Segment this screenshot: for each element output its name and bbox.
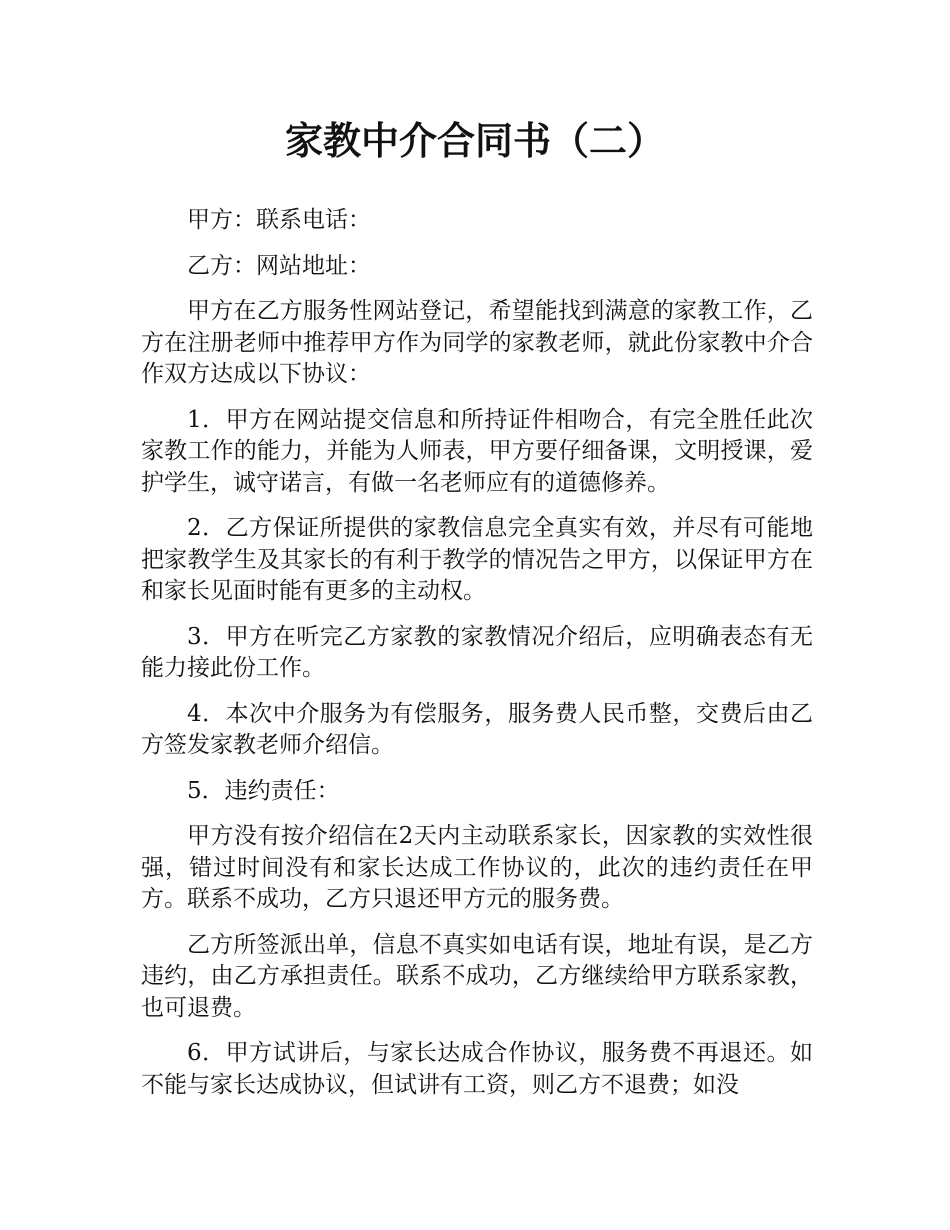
party-a-line: 甲方：联系电话：: [187, 207, 371, 233]
intro-paragraph: 甲方在乙方服务性网站登记，希望能找到满意的家教工作，乙方在注册老师中推荐甲方作为同学的家教老师，就此份家教中介合作双方达成以下协议：: [141, 298, 813, 387]
clause-5-party-a: 甲方没有按介绍信在2天内主动联系家长，因家教的实效性很强，错过时间没有和家长达成工作协议的，此次的违约责任在甲方。联系不成功，乙方只退还甲方元的服务费。: [141, 823, 813, 912]
clause-1: 1．甲方在网站提交信息和所持证件相吻合，有完全胜任此次家教工作的能力，并能为人师表，甲方要仔细备课，文明授课，爱护学生，诚守诺言，有做一名老师应有的道德修养。: [141, 406, 813, 496]
clause-2: 2．乙方保证所提供的家教信息完全真实有效，并尽有可能地把家教学生及其家长的有利于教学的情况告之甲方，以保证甲方在和家长见面时能有更多的主动权。: [141, 515, 813, 604]
document-title: 家教中介合同书（二）: [284, 119, 665, 163]
clause-3: 3．甲方在听完乙方家教的家教情况介绍后，应明确表态有无能力接此份工作。: [141, 623, 813, 681]
clause-6: 6．甲方试讲后，与家长达成合作协议，服务费不再退还。如不能与家长达成协议，但试讲有工资，则乙方不退费；如没: [141, 1040, 813, 1098]
clause-4: 4．本次中介服务为有偿服务，服务费人民币整，交费后由乙方签发家教老师介绍信。: [141, 700, 813, 758]
clause-5-heading: 5．违约责任：: [187, 777, 340, 804]
document-body: [141, 205, 813, 1115]
clause-5-party-b: 乙方所签派出单，信息不真实如电话有误，地址有误，是乙方违约，由乙方承担责任。联系不成功，乙方继续给甲方联系家教，也可退费。: [141, 931, 813, 1021]
party-b-line: 乙方：网站地址：: [187, 252, 371, 279]
